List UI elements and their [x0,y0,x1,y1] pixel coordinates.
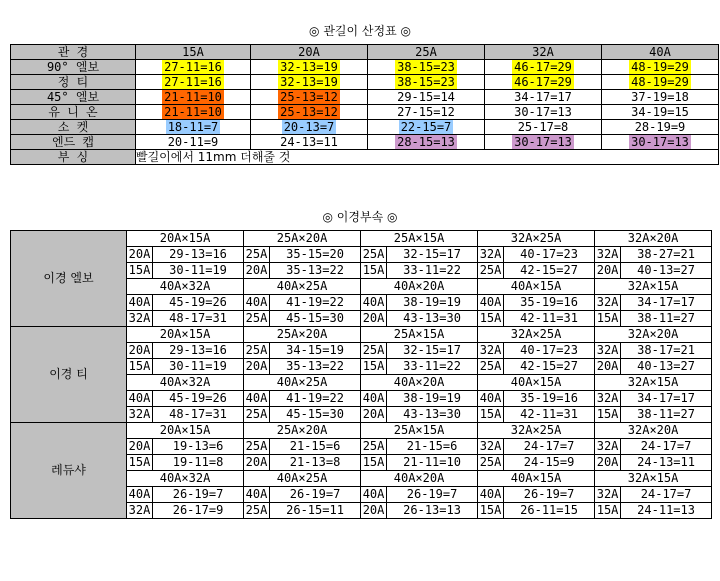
size-cell: 25A [244,343,270,359]
size-header: 15A [136,45,251,60]
value-cell [251,90,368,105]
size-cell: 32A [595,487,621,503]
size-cell: 40A [244,295,270,311]
pair-header: 20A×15A [127,327,244,343]
pair-header: 20A×15A [127,423,244,439]
value-text: 21-11=10 [164,105,222,119]
value-cell: 26-15=11 [270,503,361,519]
size-cell: 20A [244,263,270,279]
size-header: 40A [602,45,719,60]
size-cell: 32A [595,391,621,407]
value-cell: 26-19=7 [504,487,595,503]
size-cell: 25A [244,439,270,455]
table-row [11,105,719,120]
pair-header: 25A×15A [361,231,478,247]
value-cell: 45-15=30 [270,407,361,423]
size-cell: 15A [595,311,621,327]
value-text: 18-11=7 [167,120,219,134]
table-row [11,60,719,75]
corner-cell: 관 경 [11,45,136,60]
value-cell: 35-19=16 [504,295,595,311]
value-cell: 48-17=31 [153,311,244,327]
size-cell: 32A [127,503,153,519]
pair-header: 40A×20A [361,471,478,487]
size-cell: 32A [478,439,504,455]
value-cell: 42-15=27 [504,359,595,375]
value-cell [485,75,602,90]
value-cell: 35-19=16 [504,391,595,407]
value-cell [251,120,368,135]
pair-header: 25A×20A [244,327,361,343]
table2-title: ◎ 이경부속 ◎ [322,210,398,224]
value-cell: 38-11=27 [621,407,712,423]
section-label: 이경 엘보 [11,231,127,327]
size-cell: 25A [244,503,270,519]
value-cell: 34-15=19 [270,343,361,359]
value-cell: 24-17=7 [621,439,712,455]
value-text: 46-17=29 [514,60,572,74]
value-cell: 35-13=22 [270,359,361,375]
value-cell [602,135,719,150]
value-cell [136,105,251,120]
pair-header: 32A×15A [595,279,712,295]
value-cell: 26-11=15 [504,503,595,519]
row-label: 45° 엘보 [11,90,136,105]
value-cell: 30-11=19 [153,359,244,375]
pair-header-row [11,327,712,343]
value-cell [136,90,251,105]
value-cell: 43-13=30 [387,311,478,327]
value-cell [368,105,485,120]
size-cell: 32A [595,295,621,311]
value-cell: 38-19=19 [387,391,478,407]
value-cell: 38-17=21 [621,343,712,359]
size-cell: 25A [244,407,270,423]
size-cell: 40A [127,295,153,311]
value-cell: 38-27=21 [621,247,712,263]
value-text: 46-17=29 [514,75,572,89]
pair-header-row [11,423,712,439]
value-cell: 24-15=9 [504,455,595,471]
size-cell: 40A [127,487,153,503]
pair-header: 32A×25A [478,423,595,439]
size-cell: 15A [127,263,153,279]
value-cell [251,60,368,75]
value-cell: 26-19=7 [387,487,478,503]
row-label: 부 싱 [11,150,136,165]
size-cell: 15A [127,359,153,375]
pair-header: 40A×15A [478,375,595,391]
value-cell: 21-13=8 [270,455,361,471]
size-cell: 15A [127,455,153,471]
value-cell: 40-17=23 [504,247,595,263]
value-text: 32-13=19 [280,75,338,89]
value-cell [251,135,368,150]
size-cell: 25A [361,247,387,263]
value-cell: 33-11=22 [387,359,478,375]
size-cell: 40A [244,487,270,503]
table-row [11,135,719,150]
value-cell: 24-11=13 [621,503,712,519]
value-cell: 35-15=20 [270,247,361,263]
section-label: 이경 티 [11,327,127,423]
value-cell [602,90,719,105]
value-cell: 42-11=31 [504,311,595,327]
size-cell: 40A [361,487,387,503]
size-cell: 20A [595,263,621,279]
pair-header: 32A×25A [478,327,595,343]
value-text: 34-17=17 [514,90,572,104]
value-text: 38-15=23 [397,60,455,74]
value-cell [136,60,251,75]
size-cell: 15A [478,407,504,423]
value-text: 30-17=13 [514,135,572,149]
size-cell: 40A [478,295,504,311]
size-cell: 15A [478,311,504,327]
value-cell: 21-11=10 [387,455,478,471]
value-cell: 41-19=22 [270,295,361,311]
size-cell: 25A [478,455,504,471]
value-cell: 42-11=31 [504,407,595,423]
size-cell: 25A [361,439,387,455]
value-cell [136,135,251,150]
size-cell: 20A [244,359,270,375]
size-cell: 32A [127,407,153,423]
size-cell: 15A [361,359,387,375]
pair-header: 32A×25A [478,231,595,247]
value-cell: 33-11=22 [387,263,478,279]
size-cell: 20A [127,247,153,263]
header-row [11,45,719,60]
size-cell: 15A [361,455,387,471]
value-cell: 38-11=27 [621,311,712,327]
size-cell: 40A [478,487,504,503]
value-cell: 21-15=6 [387,439,478,455]
value-cell: 40-17=23 [504,343,595,359]
row-label: 엔드 캡 [11,135,136,150]
pair-header: 40A×20A [361,279,478,295]
table-row [11,75,719,90]
size-cell: 32A [127,311,153,327]
pair-header: 32A×15A [595,375,712,391]
value-text: 20-13=7 [283,120,335,134]
value-cell [251,105,368,120]
value-text: 29-15=14 [397,90,455,104]
size-cell: 20A [595,359,621,375]
size-header: 20A [251,45,368,60]
table-row [11,90,719,105]
value-cell [485,135,602,150]
value-text: 30-17=13 [631,135,689,149]
size-cell: 25A [478,263,504,279]
value-text: 38-15=23 [397,75,455,89]
size-cell: 25A [244,311,270,327]
pair-header: 40A×25A [244,279,361,295]
value-cell [602,60,719,75]
value-cell: 29-13=16 [153,343,244,359]
row-label: 정 티 [11,75,136,90]
value-cell [368,135,485,150]
value-cell: 26-13=13 [387,503,478,519]
value-cell: 40-13=27 [621,263,712,279]
value-cell [251,75,368,90]
value-cell: 19-13=6 [153,439,244,455]
value-cell: 21-15=6 [270,439,361,455]
size-cell: 32A [478,247,504,263]
value-text: 27-15=12 [397,105,455,119]
value-cell: 19-11=8 [153,455,244,471]
value-cell: 45-19=26 [153,391,244,407]
size-header: 32A [485,45,602,60]
value-cell: 45-15=30 [270,311,361,327]
value-cell: 32-15=17 [387,343,478,359]
value-text: 25-13=12 [280,105,338,119]
size-cell: 20A [361,407,387,423]
value-text: 32-13=19 [280,60,338,74]
value-cell: 24-17=7 [621,487,712,503]
value-cell: 35-13=22 [270,263,361,279]
value-cell [368,120,485,135]
pair-header: 40A×15A [478,279,595,295]
pair-header: 25A×20A [244,231,361,247]
value-cell [485,90,602,105]
size-cell: 15A [361,263,387,279]
table-row [11,120,719,135]
size-cell: 25A [478,359,504,375]
size-cell: 15A [595,503,621,519]
value-text: 25-13=12 [280,90,338,104]
pair-header: 32A×20A [595,231,712,247]
size-cell: 32A [595,247,621,263]
value-cell [485,120,602,135]
pair-header: 25A×15A [361,423,478,439]
value-cell: 34-17=17 [621,391,712,407]
pair-header: 32A×20A [595,327,712,343]
value-cell: 40-13=27 [621,359,712,375]
value-text: 20-11=9 [167,135,219,149]
value-cell [368,90,485,105]
pair-header: 20A×15A [127,231,244,247]
bushing-note: 빨길이에서 11mm 더해줄 것 [136,150,719,165]
pipe-length-table [10,44,719,165]
value-text: 28-19=9 [634,120,686,134]
value-cell: 32-15=17 [387,247,478,263]
value-cell: 26-19=7 [153,487,244,503]
size-cell: 40A [244,391,270,407]
pair-header: 40A×25A [244,375,361,391]
size-cell: 40A [361,391,387,407]
value-text: 37-19=18 [631,90,689,104]
value-cell [136,120,251,135]
row-label: 유 니 온 [11,105,136,120]
value-cell: 41-19=22 [270,391,361,407]
size-cell: 32A [595,343,621,359]
size-cell: 40A [361,295,387,311]
value-cell: 29-13=16 [153,247,244,263]
value-cell: 45-19=26 [153,295,244,311]
value-cell: 24-17=7 [504,439,595,455]
reducer-fittings-table [10,230,712,519]
value-cell: 42-15=27 [504,263,595,279]
value-cell: 48-17=31 [153,407,244,423]
size-cell: 20A [244,455,270,471]
value-text: 30-17=13 [514,105,572,119]
size-cell: 15A [478,503,504,519]
value-text: 27-11=16 [164,75,222,89]
section-label: 레듀샤 [11,423,127,519]
size-header: 25A [368,45,485,60]
pair-header: 25A×15A [361,327,478,343]
size-cell: 20A [127,439,153,455]
value-cell: 43-13=30 [387,407,478,423]
size-cell: 40A [478,391,504,407]
pair-header: 40A×32A [127,279,244,295]
value-cell [602,75,719,90]
row-label: 90° 엘보 [11,60,136,75]
pair-header: 40A×25A [244,471,361,487]
table1-title: ◎ 관길이 산정표 ◎ [309,24,411,38]
value-cell: 30-11=19 [153,263,244,279]
value-text: 48-19=29 [631,60,689,74]
size-cell: 15A [595,407,621,423]
pair-header: 40A×20A [361,375,478,391]
size-cell: 20A [127,343,153,359]
pair-header: 25A×20A [244,423,361,439]
size-cell: 25A [361,343,387,359]
size-cell: 32A [478,343,504,359]
value-text: 24-13=11 [280,135,338,149]
row-label: 소 켓 [11,120,136,135]
value-cell: 34-17=17 [621,295,712,311]
value-cell: 38-19=19 [387,295,478,311]
value-cell [485,105,602,120]
pair-header: 40A×32A [127,375,244,391]
value-text: 28-15=13 [397,135,455,149]
value-text: 21-11=10 [164,90,222,104]
pair-header: 32A×15A [595,471,712,487]
value-cell [485,60,602,75]
value-text: 22-15=7 [400,120,452,134]
value-cell: 24-13=11 [621,455,712,471]
size-cell: 25A [244,247,270,263]
size-cell: 20A [361,311,387,327]
pair-header: 40A×15A [478,471,595,487]
value-text: 34-19=15 [631,105,689,119]
value-cell [368,60,485,75]
value-cell: 26-17=9 [153,503,244,519]
value-text: 27-11=16 [164,60,222,74]
value-cell [602,120,719,135]
size-cell: 20A [595,455,621,471]
value-cell: 26-19=7 [270,487,361,503]
value-cell [602,105,719,120]
pair-header: 40A×32A [127,471,244,487]
value-cell [136,75,251,90]
value-text: 25-17=8 [517,120,569,134]
value-cell [368,75,485,90]
bushing-row [11,150,719,165]
size-cell: 32A [595,439,621,455]
size-cell: 40A [127,391,153,407]
size-cell: 20A [361,503,387,519]
value-text: 48-19=29 [631,75,689,89]
pair-header-row [11,231,712,247]
pair-header: 32A×20A [595,423,712,439]
